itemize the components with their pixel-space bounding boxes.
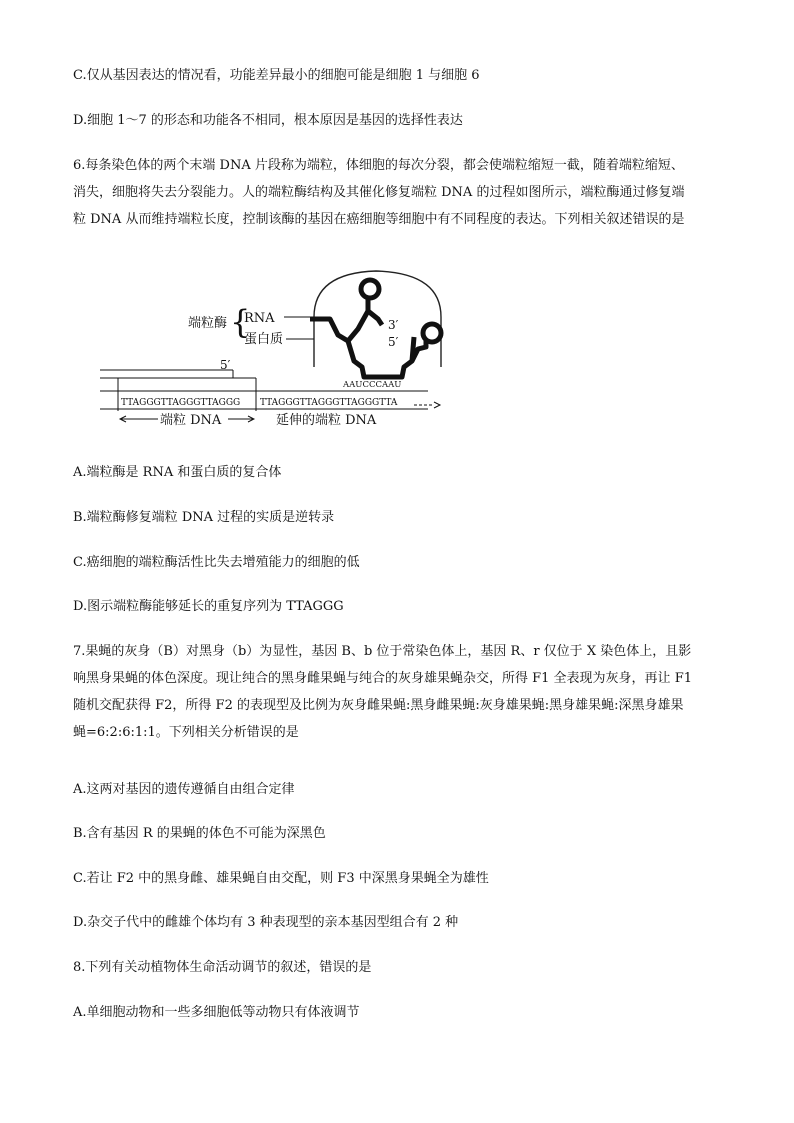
q7-stem-line-3: 随机交配获得 F2，所得 F2 的表现型及比例为灰身雌果蝇:黑身雌果蝇:灰身雄果蝇:黑身雄果蝇:深黑身雄果 <box>73 698 684 713</box>
q7-stem-line-2: 响黑身果蝇的体色深度。现让纯合的黑身雌果蝇与纯合的灰身雄果蝇杂交，所得 F1 全表现为灰身，再让 F1 <box>73 671 692 686</box>
q5-option-c: C.仅从基因表达的情况看，功能差异最小的细胞可能是细胞 1 与细胞 6 <box>73 68 480 83</box>
q6-stem-line-1: 6.每条染色体的两个末端 DNA 片段称为端粒，体细胞的每次分裂，都会使端粒缩短一截，随着端粒缩短、 <box>73 158 684 173</box>
label-telomere-dna: 端粒 DNA <box>160 413 222 428</box>
q7-stem-line-1: 7.果蝇的灰身（B）对黑身（b）为显性，基因 B、b 位于常染色体上，基因 R、r 仅位于 X 染色体上，且影 <box>73 644 692 659</box>
q7-option-c: C.若让 F2 中的黑身雌、雄果蝇自由交配，则 F3 中深黑身果蝇全为雄性 <box>73 871 489 886</box>
q6-stem-line-3: 粒 DNA 从而维持端粒长度，控制该酶的基因在癌细胞等细胞中有不同程度的表达。下列相关叙述错误的是 <box>73 212 685 227</box>
q7-option-d: D.杂交子代中的雌雄个体均有 3 种表现型的亲本基因型组合有 2 种 <box>73 915 459 930</box>
label-3-prime: 3′ <box>388 318 399 332</box>
q7-option-a: A.这两对基因的遗传遵循自由组合定律 <box>73 782 295 797</box>
q6-option-c: C.癌细胞的端粒酶活性比失去增殖能力的细胞的低 <box>73 555 360 570</box>
q8-option-a: A.单细胞动物和一些多细胞低等动物只有体液调节 <box>73 1005 360 1020</box>
dna-seq-left: TTAGGGTTAGGGTTAGGG <box>121 398 241 408</box>
q7-stem-line-4: 蝇=6:2:6:1:1。下列相关分析错误的是 <box>73 725 299 740</box>
q7-option-b: B.含有基因 R 的果蝇的体色不可能为深黑色 <box>73 826 326 841</box>
q6-option-a: A.端粒酶是 RNA 和蛋白质的复合体 <box>73 465 282 480</box>
label-extended-dna: 延伸的端粒 DNA <box>276 413 377 428</box>
q6-stem-line-2: 消失，细胞将失去分裂能力。人的端粒酶结构及其催化修复端粒 DNA 的过程如图所示，端粒酶通过修复端 <box>73 185 685 200</box>
dna-seq-right: TTAGGGTTAGGGTTAGGGTTA <box>260 398 398 408</box>
protein-label: 蛋白质 <box>244 332 284 347</box>
q6-stem <box>73 152 723 233</box>
q5-option-d: D.细胞 1～7 的形态和功能各不相同，根本原因是基因的选择性表达 <box>73 113 463 128</box>
q8-stem: 8.下列有关动植物体生命活动调节的叙述，错误的是 <box>73 960 372 975</box>
rna-template-seq: AAUCCCAAU <box>343 380 402 390</box>
label-5-prime-rna: 5′ <box>388 335 399 349</box>
telomerase-figure <box>96 267 454 429</box>
rna-label: RNA <box>244 311 275 326</box>
q6-option-d: D.图示端粒酶能够延长的重复序列为 TTAGGG <box>73 599 344 614</box>
label-5-prime-dna: 5′ <box>220 358 231 372</box>
q7-stem <box>73 638 723 746</box>
brace: { <box>230 303 251 341</box>
enzyme-label: 端粒酶 <box>188 316 228 331</box>
q6-option-b: B.端粒酶修复端粒 DNA 过程的实质是逆转录 <box>73 510 335 525</box>
